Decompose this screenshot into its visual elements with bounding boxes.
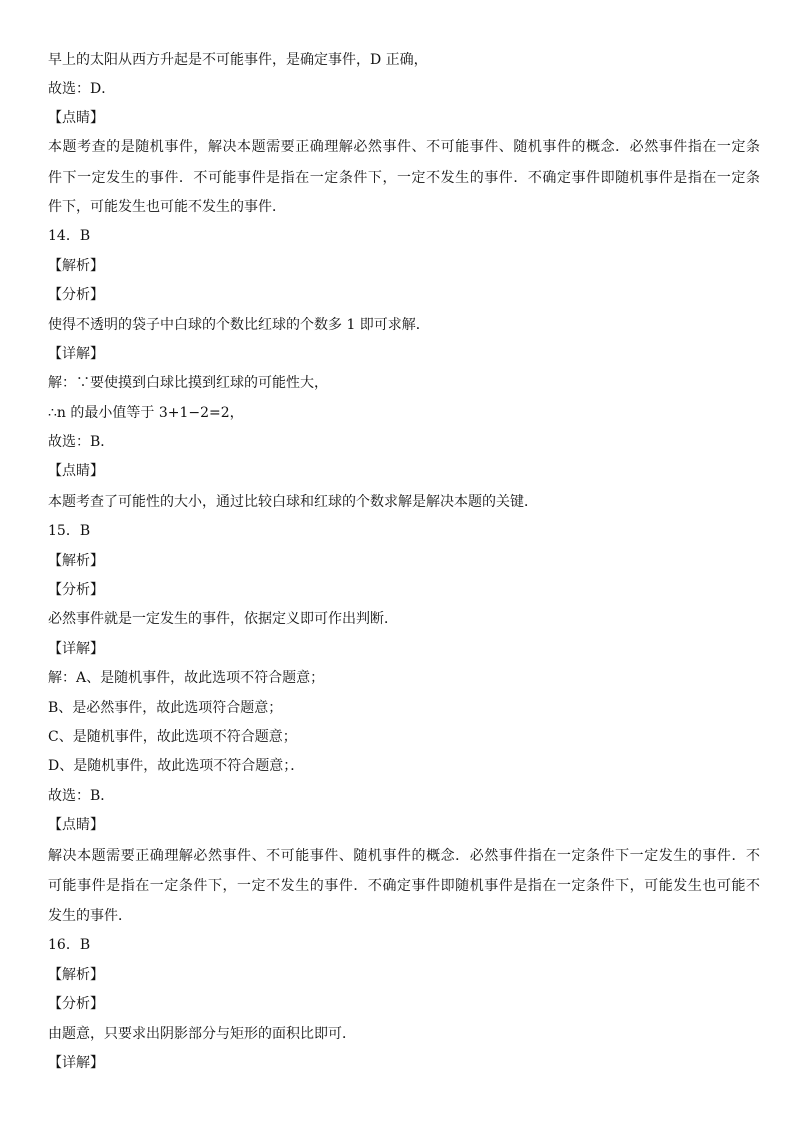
text-line: 解：∵要使摸到白球比摸到红球的可能性大， (48, 375, 328, 391)
text-line: 本题考查了可能性的大小，通过比较白球和红球的个数求解是解决本题的关键． (48, 494, 538, 510)
answer-line: 故选：B． (48, 434, 115, 450)
text-line: 件下，可能发生也可能不发生的事件． (48, 199, 286, 215)
text-line: 解：A、是随机事件，故此选项不符合题意； (48, 670, 325, 686)
text-line: 由题意，只要求出阴影部分与矩形的面积比即可． (48, 1026, 356, 1042)
text-line: 早上的太阳从西方升起是不可能事件，是确定事件，D 正确， (48, 52, 428, 68)
section-heading: 【分析】 (48, 287, 104, 303)
section-heading: 【解析】 (48, 553, 104, 569)
section-heading: 【点睛】 (48, 463, 104, 479)
text-line: 可能事件是指在一定条件下，一定不发生的事件．不确定事件即随机事件是指在一定条件下，可能发生也可能不 (48, 878, 760, 894)
section-heading: 【解析】 (48, 258, 104, 274)
text-line: 本题考查的是随机事件，解决本题需要正确理解必然事件、不可能事件、随机事件的概念．必然事件指在一定条 (48, 139, 760, 155)
answer-line: 故选：B． (48, 788, 115, 804)
text-line: D、是随机事件，故此选项不符合题意；． (48, 758, 305, 774)
text-line: 使得不透明的袋子中白球的个数比红球的个数多 1 即可求解． (48, 317, 430, 333)
text-line: 解决本题需要正确理解必然事件、不可能事件、随机事件的概念．必然事件指在一定条件下一定发生的事件．不 (48, 848, 760, 864)
section-heading: 【分析】 (48, 582, 104, 598)
section-heading: 【点睛】 (48, 110, 104, 126)
section-heading: 【解析】 (48, 967, 104, 983)
text-line: C、是随机事件，故此选项不符合题意； (48, 729, 297, 745)
section-heading: 【详解】 (48, 346, 104, 362)
text-line: 必然事件就是一定发生的事件，依据定义即可作出判断． (48, 611, 398, 627)
section-heading: 【详解】 (48, 641, 104, 657)
text-line: ∴n 的最小值等于 3+1−2=2， (48, 405, 244, 421)
section-heading: 【点睛】 (48, 817, 104, 833)
section-heading: 【详解】 (48, 1055, 104, 1071)
text-line: B、是必然事件，故此选项符合题意； (48, 700, 283, 716)
question-number: 16．B (48, 937, 91, 953)
answer-line: 故选：D． (48, 81, 116, 97)
text-line: 发生的事件． (48, 908, 132, 924)
question-number: 15．B (48, 523, 91, 539)
question-number: 14．B (48, 228, 91, 244)
section-heading: 【分析】 (48, 996, 104, 1012)
text-line: 件下一定发生的事件．不可能事件是指在一定条件下，一定不发生的事件．不确定事件即随机事件是指在一定条 (48, 170, 760, 186)
